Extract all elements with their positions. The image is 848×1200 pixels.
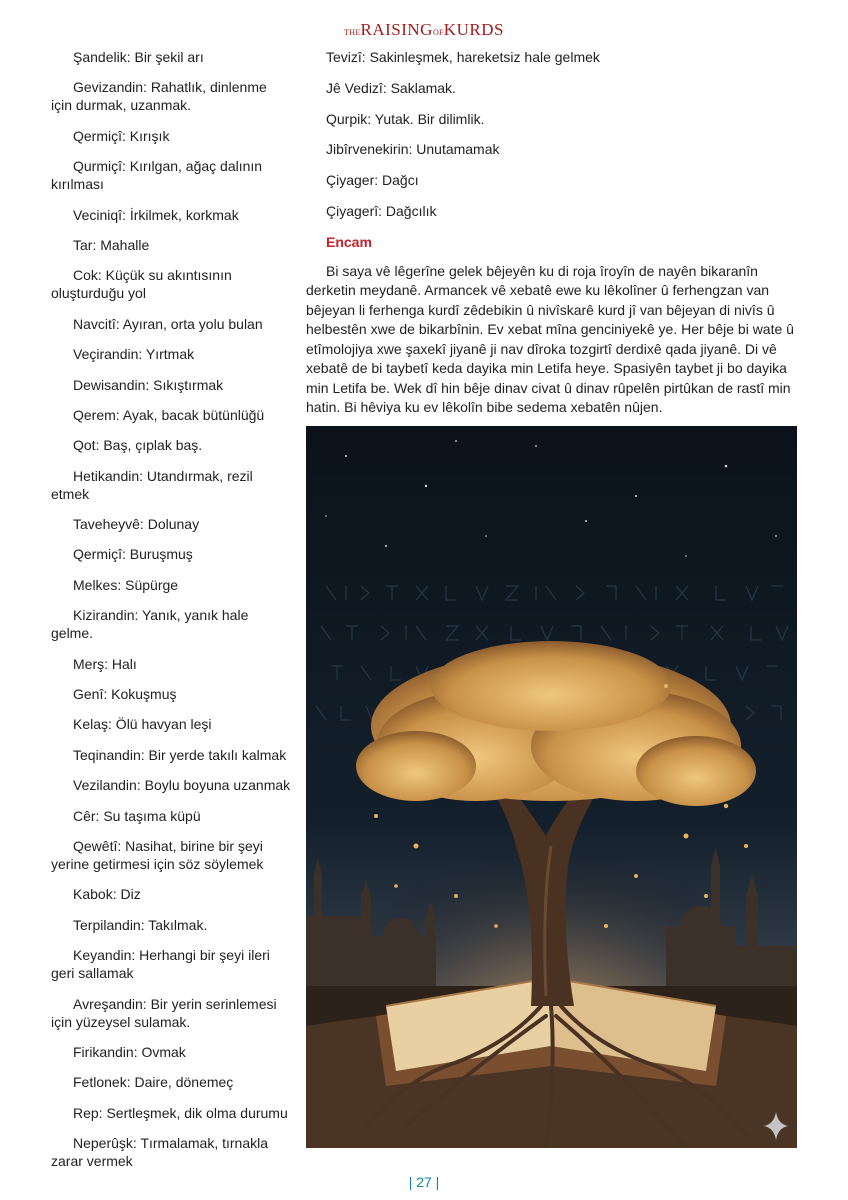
glossary-entry: Cok: Küçük su akıntısının oluşturduğu yol [51, 267, 232, 302]
glossary-entry: Merş: Halı [73, 655, 137, 672]
glossary-entry: Cêr: Su taşıma küpü [73, 807, 201, 824]
glossary-entry: Hetikandin: Utandırmak, rezil etmek [51, 467, 253, 502]
glossary-entry: Kabok: Diz [73, 886, 141, 903]
glossary-right-entries [306, 48, 796, 220]
glossary-entry: Qermiçî: Kırışık [73, 127, 170, 144]
glossary-entry: Kelaş: Ölü havyan leşi [73, 716, 212, 733]
glossary-entry: Çiyager: Dağcı [326, 172, 419, 189]
glossary-entry: Veciniqî: İrkilmek, korkmak [73, 206, 239, 223]
glossary-entry: Qurpik: Yutak. Bir dilimlik. [326, 110, 485, 127]
glossary-entry: Navcitî: Ayıran, orta yolu bulan [73, 315, 263, 332]
glossary-entry: Şandelik: Bir şekil arı [73, 49, 204, 65]
page-number: | 27 | [408, 1174, 440, 1190]
glossary-entry: Tevizî: Sakinleşmek, hareketsiz hale gelmek [326, 49, 600, 65]
glossary-entry: Qermiçî: Buruşmuş [73, 546, 193, 563]
glossary-entry: Taveheyvê: Dolunay [73, 516, 200, 533]
glossary-entry: Jê Vedizî: Saklamak. [326, 79, 456, 96]
glossary-entry: Avreşandin: Bir yerin serinlemesi için yüzeysel sulamak. [51, 995, 277, 1030]
section-heading-encam: Encam [326, 233, 372, 250]
glossary-entry: Qewêtî: Nasihat, birine bir şeyi yerine getirmesi için söz söylemek [51, 837, 264, 872]
glossary-entry: Terpilandin: Takılmak. [73, 916, 208, 933]
glossary-entry: Jibîrvenekirin: Unutamamak [326, 141, 500, 158]
glossary-entry: Qerem: Ayak, bacak bütünlüğü [73, 406, 265, 423]
glossary-entry: Qurmiçî: Kırılgan, ağaç dalının kırılması [51, 158, 263, 193]
glossary-entry: Firikandin: Ovmak [73, 1043, 186, 1060]
glossary-entry: Fetlonek: Daire, dönemeç [73, 1074, 234, 1091]
glossary-entry: Rep: Sertleşmek, dik olma durumu [73, 1104, 288, 1121]
glossary-entry: Melkes: Süpürge [73, 576, 179, 593]
glossary-entry: Vezilandin: Boylu boyuna uzanmak [73, 777, 291, 794]
glossary-entry: Dewisandin: Sıkıştırmak [73, 376, 224, 393]
right-column [306, 48, 796, 418]
glossary-entry: Neperûşk: Tırmalamak, tırnakla zarar vermek [51, 1135, 269, 1170]
conclusion-paragraph: Bi saya vê lêgerîne gelek bêjeyên ku di roja îroyîn de nayên bikaranîn derketin meydanê. Armancek vê xebatê ewe ku lêkolîner û ferhengzan van bêjeyan li ferhenga kurdî zêdebikin û nivîskarê kurd jî van bêjeyan di nivîs û helbestên xwe de bikarbînin. Ev xebat mîna genciniyekê ye. Her bêje bi wate û etîmolojiya xwe şaxekî jiyanê ji nav dîroka tozgirtî derdixê qada jiyanê. Di vê xebatê de bi taybetî keda dayika min Letifa heye. Spasiyên taybet ji bo dayika min Letifa be. Wek dî hin bêje dinav civat û dinav rûpelên pirtûkan de rastî min hatin. Bi hêviya ku ev lêkolîn bibe sedema xebatên nûjen. [306, 262, 794, 416]
glossary-entry: Gevizandin: Rahatlık, dinlenme için durmak, uzanmak. [51, 79, 267, 114]
glossary-entry: Kizirandin: Yanık, yanık hale gelme. [51, 607, 249, 642]
publication-masthead: THERAISINGOFKURDS [344, 20, 504, 39]
glossary-entry: Genî: Kokuşmuş [73, 686, 177, 703]
glossary-entry: Veçirandin: Yırtmak [73, 346, 195, 363]
glossary-left-column [51, 48, 291, 1183]
glossary-entry: Qot: Baş, çıplak baş. [73, 437, 203, 454]
glossary-entry: Çiyagerî: Dağcılık [326, 202, 437, 219]
glossary-entry: Tar: Mahalle [73, 236, 150, 253]
glossary-entry: Teqinandin: Bir yerde takılı kalmak [73, 746, 287, 763]
tree-book-illustration [306, 426, 797, 1148]
glossary-entry: Keyandin: Herhangi bir şeyi ileri geri sallamak [51, 947, 270, 982]
